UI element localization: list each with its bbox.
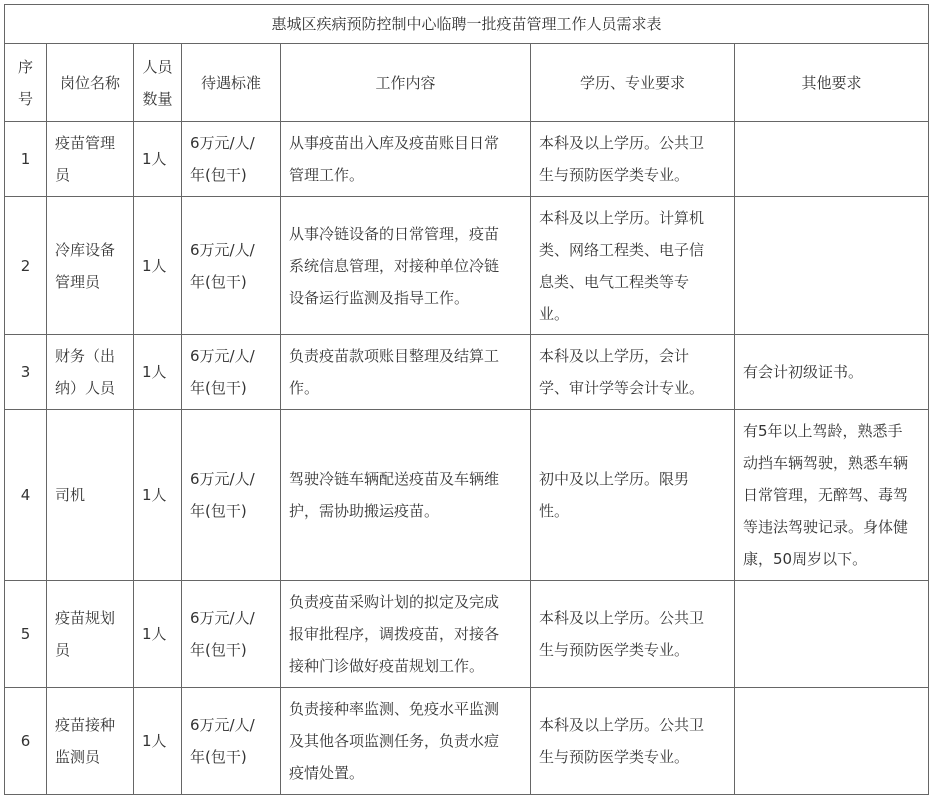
table-title: 惠城区疾病预防控制中心临聘一批疫苗管理工作人员需求表 [5,5,929,44]
row-seq: 4 [5,410,47,581]
row-position: 疫苗接种 监测员 [47,688,134,795]
row-salary: 6万元/人/ 年(包干) [182,197,281,335]
row-salary: 6万元/人/ 年(包干) [182,410,281,581]
row-education: 本科及以上学历。计算机 类、网络工程类、电子信 息类、电气工程类等专 业。 [531,197,735,335]
row-position: 司机 [47,410,134,581]
row-education: 本科及以上学历。公共卫 生与预防医学类专业。 [531,688,735,795]
table-row [5,688,929,795]
header-seq: 序 号 [5,44,47,122]
row-seq: 5 [5,581,47,688]
header-salary: 待遇标准 [182,44,281,122]
row-count: 1人 [134,197,182,335]
table-row [5,197,929,335]
header-content: 工作内容 [281,44,531,122]
row-seq: 1 [5,122,47,197]
table-row [5,122,929,197]
row-other [735,581,929,688]
title-row [5,5,929,44]
row-other [735,197,929,335]
header-position: 岗位名称 [47,44,134,122]
row-salary: 6万元/人/ 年(包干) [182,688,281,795]
row-salary: 6万元/人/ 年(包干) [182,122,281,197]
row-other [735,688,929,795]
row-count: 1人 [134,122,182,197]
header-other: 其他要求 [735,44,929,122]
row-content: 负责疫苗款项账目整理及结算工 作。 [281,335,531,410]
row-other: 有5年以上驾龄，熟悉手 动挡车辆驾驶，熟悉车辆 日常管理，无醉驾、毒驾 等违法驾驶记录。身体健 康，50周岁以下。 [735,410,929,581]
row-content: 负责接种率监测、免疫水平监测 及其他各项监测任务，负责水痘 疫情处置。 [281,688,531,795]
row-education: 初中及以上学历。限男 性。 [531,410,735,581]
row-count: 1人 [134,688,182,795]
row-other [735,122,929,197]
row-count: 1人 [134,335,182,410]
row-education: 本科及以上学历，会计 学、审计学等会计专业。 [531,335,735,410]
row-seq: 6 [5,688,47,795]
row-content: 负责疫苗采购计划的拟定及完成 报审批程序，调拨疫苗，对接各 接种门诊做好疫苗规划工作。 [281,581,531,688]
row-other: 有会计初级证书。 [735,335,929,410]
table-row [5,581,929,688]
table-row [5,335,929,410]
row-content: 从事疫苗出入库及疫苗账目日常 管理工作。 [281,122,531,197]
row-salary: 6万元/人/ 年(包干) [182,581,281,688]
requirements-table [4,4,929,795]
row-seq: 3 [5,335,47,410]
row-education: 本科及以上学历。公共卫 生与预防医学类专业。 [531,581,735,688]
row-count: 1人 [134,581,182,688]
header-row [5,44,929,122]
row-content: 驾驶冷链车辆配送疫苗及车辆维 护，需协助搬运疫苗。 [281,410,531,581]
row-position: 冷库设备 管理员 [47,197,134,335]
row-seq: 2 [5,197,47,335]
header-count: 人员 数量 [134,44,182,122]
row-position: 财务（出 纳）人员 [47,335,134,410]
row-count: 1人 [134,410,182,581]
row-education: 本科及以上学历。公共卫 生与预防医学类专业。 [531,122,735,197]
header-education: 学历、专业要求 [531,44,735,122]
row-position: 疫苗规划 员 [47,581,134,688]
row-salary: 6万元/人/ 年(包干) [182,335,281,410]
table-row [5,410,929,581]
row-content: 从事冷链设备的日常管理，疫苗 系统信息管理，对接种单位冷链 设备运行监测及指导工作。 [281,197,531,335]
row-position: 疫苗管理 员 [47,122,134,197]
